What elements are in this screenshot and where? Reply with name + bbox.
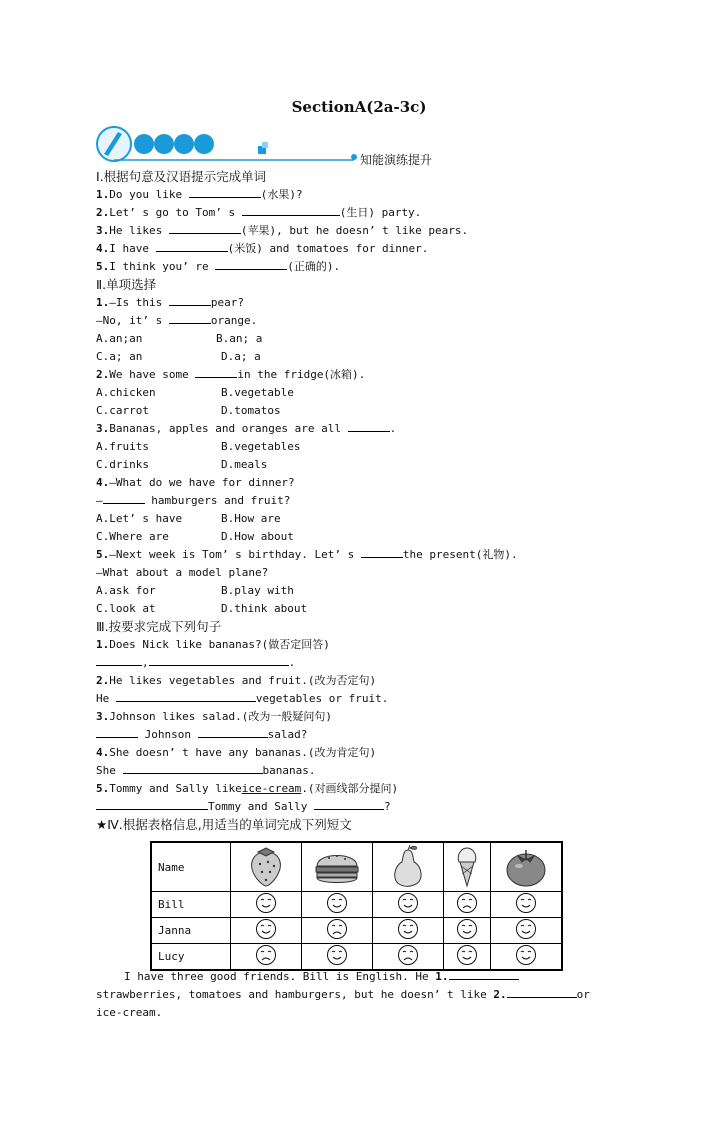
table-header-row xyxy=(151,842,562,892)
s2-q5-options-cd: C.look at D.think about xyxy=(96,602,308,615)
s1-item-3: 3.He likes (苹果), but he doesn’ t like pears. xyxy=(96,224,469,237)
s2-q1: 1.—Is this pear? xyxy=(96,296,244,309)
row-name: Janna xyxy=(151,918,231,944)
sad-face-icon xyxy=(231,944,302,971)
s3-q3-answer: Johnson salad? xyxy=(96,726,626,744)
exercise-content xyxy=(96,168,626,834)
pear-icon xyxy=(373,842,444,892)
sad-face-icon xyxy=(373,944,444,971)
passage-line-3: ice-cream. xyxy=(96,1006,163,1019)
table-row xyxy=(151,944,562,971)
happy-face-icon xyxy=(373,918,444,944)
happy-face-icon xyxy=(444,944,491,971)
preferences-table xyxy=(150,841,563,971)
hamburger-icon xyxy=(302,842,373,892)
row-name: Bill xyxy=(151,892,231,918)
s2-q4-options-cd: C.Where are D.How about xyxy=(96,530,294,543)
s3-q5: 5.Tommy and Sally likeice-cream.(对画线部分提问) xyxy=(96,782,399,795)
sad-face-icon xyxy=(302,918,373,944)
happy-face-icon xyxy=(373,892,444,918)
s2-q4-options-ab: A.Let’ s have B.How are xyxy=(96,512,281,525)
happy-face-icon xyxy=(444,918,491,944)
happy-face-icon xyxy=(491,944,563,971)
name-header: Name xyxy=(151,842,231,892)
s3-q4: 4.She doesn’ t have any bananas.(改为肯定句) xyxy=(96,746,377,759)
passage-line-2: strawberries, tomatoes and hamburgers, but he doesn’ t like 2. or xyxy=(96,988,590,1001)
s2-q2-options-ab: A.chicken B.vegetable xyxy=(96,386,294,399)
s3-q2-answer: He vegetables or fruit. xyxy=(96,692,389,705)
happy-face-icon xyxy=(302,892,373,918)
s2-q4-reply: — hamburgers and fruit? xyxy=(96,494,291,507)
s3-q1: 1.Does Nick like bananas?(做否定回答) xyxy=(96,638,330,651)
happy-face-icon xyxy=(491,892,563,918)
s2-q4: 4.—What do we have for dinner? xyxy=(96,476,295,489)
table-row xyxy=(151,892,562,918)
strawberry-icon xyxy=(231,842,302,892)
s2-q2: 2.We have some in the fridge(冰箱). xyxy=(96,368,366,381)
s3-q2: 2.He likes vegetables and fruit.(改为否定句) xyxy=(96,674,377,687)
s1-item-1: 1.Do you like (水果)? xyxy=(96,188,303,201)
happy-face-icon xyxy=(302,944,373,971)
happy-face-icon xyxy=(231,892,302,918)
table-row xyxy=(151,918,562,944)
s3-q1-answer: , . xyxy=(96,654,626,672)
s2-q1-options-ab: A.an;an B.an; a xyxy=(96,332,263,345)
tomato-icon xyxy=(491,842,563,892)
s1-item-4: 4.I have (米饭) and tomatoes for dinner. xyxy=(96,242,429,255)
s3-q4-answer: She bananas. xyxy=(96,764,316,777)
s1-item-5: 5.I think you’ re (正确的). xyxy=(96,260,341,273)
s2-q1-reply: —No, it’ s orange. xyxy=(96,314,258,327)
s2-q3: 3.Bananas, apples and oranges are all . xyxy=(96,422,397,435)
s3-q3: 3.Johnson likes salad.(改为一般疑问句) xyxy=(96,710,332,723)
section-4-heading: ★Ⅳ.根据表格信息,用适当的单词完成下列短文 xyxy=(96,817,352,832)
s2-q5: 5.—Next week is Tom’ s birthday. Let’ s the present(礼物). xyxy=(96,548,518,561)
s3-q5-answer: Tommy and Sally ? xyxy=(96,798,626,816)
s2-q1-options-cd: C.a; an D.a; a xyxy=(96,350,261,363)
banner-label: 知能演练提升 xyxy=(360,153,433,167)
happy-face-icon xyxy=(491,918,563,944)
happy-face-icon xyxy=(231,918,302,944)
s2-q5-options-ab: A.ask for B.play with xyxy=(96,584,294,597)
passage-line-1: I have three good friends. Bill is English. He 1. xyxy=(96,968,626,986)
row-name: Lucy xyxy=(151,944,231,971)
sad-face-icon xyxy=(444,892,491,918)
ice-cream-icon xyxy=(444,842,491,892)
section-3-heading: Ⅲ.按要求完成下列句子 xyxy=(96,619,222,634)
passage xyxy=(96,968,626,1022)
s2-q3-options-ab: A.fruits B.vegetables xyxy=(96,440,301,453)
page-title: SectionA(2a-3c) xyxy=(291,98,427,116)
section-2-heading: Ⅱ.单项选择 xyxy=(96,277,157,292)
s2-q3-options-cd: C.drinks D.meals xyxy=(96,458,268,471)
s2-q5-reply: —What about a model plane? xyxy=(96,566,269,579)
s1-item-2: 2.Let’ s go to Tom’ s (生日) party. xyxy=(96,206,422,219)
section-1-heading: Ⅰ.根据句意及汉语提示完成单词 xyxy=(96,169,267,184)
s2-q2-options-cd: C.carrot D.tomatos xyxy=(96,404,281,417)
